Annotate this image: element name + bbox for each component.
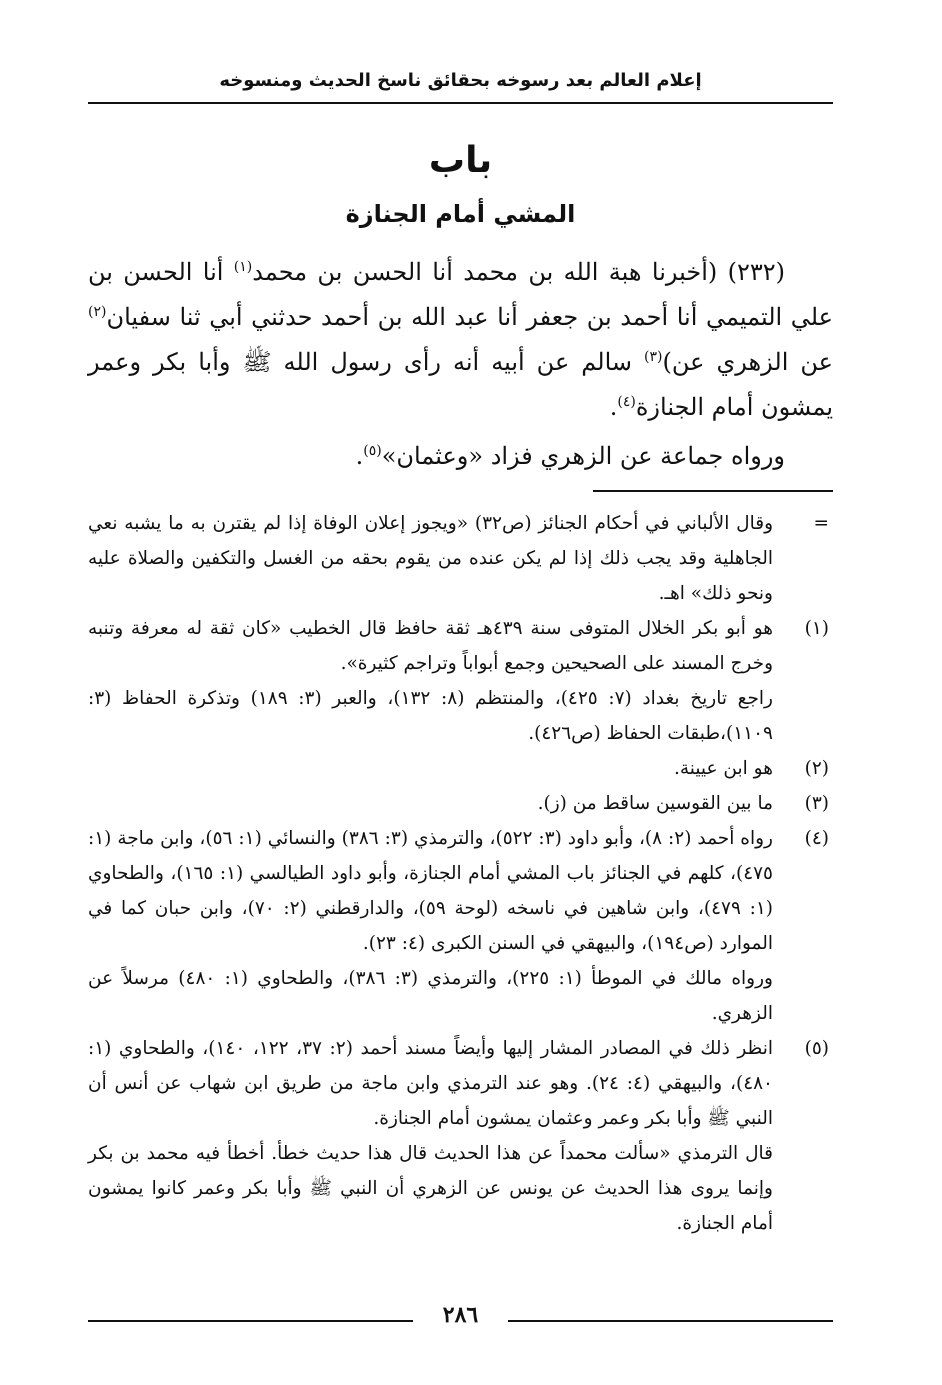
- footnote-5: [88, 1031, 833, 1241]
- book-page: [88, 0, 833, 1385]
- footnote-text: ما بين القوسين ساقط من (ز).: [537, 793, 773, 814]
- footnote-text: رواه أحمد (٢: ٨)، وأبو داود (٣: ٥٢٢)، والترمذي (٣: ٣٨٦) والنسائي (١: ٥٦)، وابن ماجة (١: ٤٧٥)، كلهم في الجنائز باب المشي أمام الجنازة، وأبو داود الطيالسي (١: ١٦٥)، والطحاوي (١: ٤٧٩)، وابن شاهين في ناسخه (لوحة ٥٩)، والدارقطني (٢: ٧٠)، وابن حبان كما في الموارد (ص١٩٤)، والبيهقي في السنن الكبرى (٤: ٢٣).: [88, 828, 773, 954]
- footnote-text: انظر ذلك في المصادر المشار إليها وأيضاً مسند أحمد (٢: ٣٧، ١٢٢، ١٤٠)، والطحاوي (١: ٤٨٠)، والبيهقي (٤: ٢٤). وهو عند الترمذي وابن ماجة من طريق ابن شهاب عن أنس أن النبي ﷺ وأبا بكر وعمر وعثمان يمشون أمام الجنازة.: [88, 1038, 773, 1129]
- footnote-ref-4[interactable]: (٤): [617, 394, 636, 410]
- main-text: [88, 250, 833, 479]
- footnote-continuation: [88, 506, 833, 611]
- footnote-text: وقال الألباني في أحكام الجنائز (ص٣٢) «ويجوز إعلان الوفاة إذا لم يقترن به ما يشبه نعي الجاهلية وقد يجب ذلك إذا لم يكن عنده من يقوم بحقه من الغسل والتكفين والصلاة عليه ونحو ذلك» اهـ.: [88, 513, 773, 604]
- footnote-text: قال الترمذي «سألت محمداً عن هذا الحديث قال هذا حديث خطأ. أخطأ فيه محمد بن بكر وإنما يروى هذا الحديث عن يونس عن الزهري أن النبي ﷺ وأبا بكر وعمر كانوا يمشون أمام الجنازة.: [88, 1143, 773, 1234]
- footnote-3: [88, 786, 833, 821]
- footnote-ref-3[interactable]: (٣): [644, 349, 663, 365]
- footnote-text: هو ابن عيينة.: [673, 758, 773, 779]
- chapter-title: باب: [428, 140, 493, 181]
- footnote-number: (٥): [804, 1038, 829, 1059]
- footer-rule-left: [88, 1320, 413, 1322]
- footnote-1: [88, 611, 833, 751]
- page-number: ٢٨٦: [442, 1302, 479, 1328]
- footnote-ref-1[interactable]: (١): [233, 259, 253, 275]
- chapter-subtitle: المشي أمام الجنازة: [345, 200, 576, 228]
- footnote-text: هو أبو بكر الخلال المتوفى سنة ٤٣٩هـ ثقة حافظ قال الخطيب «كان ثقة له معرفة وتنبه وخرج المسند على الصحيحين وجمع أبواباً وتراجم كثيرة».: [88, 618, 774, 674]
- footnote-ref-5[interactable]: (٥): [363, 443, 382, 459]
- continuation-mark: =: [813, 513, 829, 534]
- running-header: إعلام العالم بعد رسوخه بحقائق ناسخ الحديث ومنسوخه: [219, 70, 702, 91]
- page-footer: [88, 1302, 833, 1338]
- footnote-text: ورواه مالك في الموطأ (١: ٢٢٥)، والترمذي (٣: ٣٨٦)، والطحاوي (١: ٤٨٠) مرسلاً عن الزهري.: [88, 968, 773, 1024]
- footnote-4: [88, 821, 833, 1031]
- header-rule: [88, 102, 833, 104]
- footnote-2: [88, 751, 833, 786]
- footnote-ref-2[interactable]: (٢): [88, 304, 107, 320]
- footnote-number: (٢): [804, 758, 829, 779]
- narration-paragraph: ورواه جماعة عن الزهري فزاد «وعثمان»$^{(٥)}$.: [355, 442, 785, 470]
- footnote-number: (٣): [804, 793, 829, 814]
- footnote-text: راجع تاريخ بغداد (٧: ٤٢٥)، والمنتظم (٨: ١٣٢)، والعبر (٣: ١٨٩) وتذكرة الحفاظ (٣: ١١٠٩)،طبقات الحفاظ (ص٤٢٦).: [88, 688, 773, 744]
- footnote-separator: [593, 490, 833, 492]
- footnote-number: (٤): [804, 828, 829, 849]
- footnotes: [88, 506, 833, 1241]
- hadith-paragraph: (٢٣٢) (أخبرنا هبة الله بن محمد أنا الحسن بن محمد$^{(١)}$ أنا الحسن بن علي التميمي أنا أحمد بن جعفر أنا عبد الله بن أحمد حدثني أبي ثنا سفيان$^{(٢)}$ عن الزهري عن)$^{(٣)}$ سالم عن أبيه أنه رأى رسول الله ﷺ وأبا بكر وعمر يمشون أمام الجنازة$^{(٤)}$.: [88, 258, 833, 421]
- footnote-number: (١): [804, 618, 829, 639]
